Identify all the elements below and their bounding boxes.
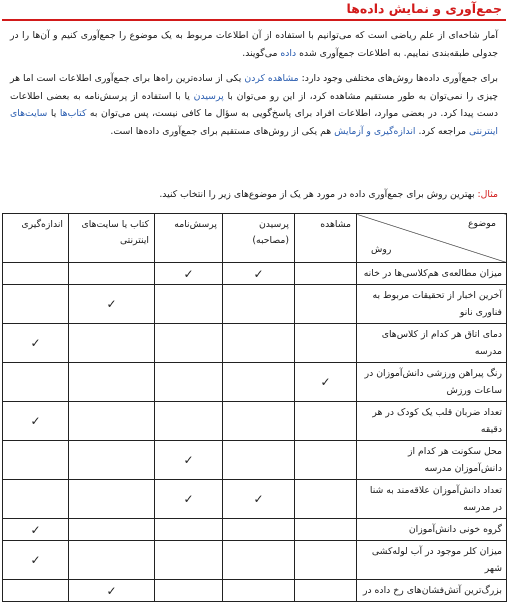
corner-header xyxy=(357,214,507,263)
empty-cell xyxy=(223,363,295,402)
empty-cell xyxy=(223,519,295,541)
check-mark-icon: ✓ xyxy=(3,519,69,541)
term-measure: اندازه‌گیری و آزمایش xyxy=(334,125,416,137)
check-mark-icon: ✓ xyxy=(223,263,295,285)
check-mark-icon: ✓ xyxy=(3,402,69,441)
empty-cell xyxy=(3,441,69,480)
example-label: مثال: xyxy=(477,189,498,200)
check-mark-icon: ✓ xyxy=(3,541,69,580)
methods-text-6: هم یکی از روش‌های مستقیم برای جمع‌آوری داده‌ها است. xyxy=(110,125,335,137)
empty-cell xyxy=(3,580,69,602)
table-row xyxy=(3,402,507,441)
column-header: اندازه‌گیری xyxy=(3,214,69,263)
table-row xyxy=(3,580,507,602)
empty-cell xyxy=(155,285,223,324)
table-row xyxy=(3,324,507,363)
check-mark-icon: ✓ xyxy=(295,363,357,402)
term-ask: پرسیدن xyxy=(193,90,224,102)
empty-cell xyxy=(3,263,69,285)
table-row xyxy=(3,363,507,402)
column-header: پرسیدن (مصاحبه) xyxy=(223,214,295,263)
topic-cell: بزرگ‌ترین آتش‌فشان‌های رخ داده در xyxy=(357,580,507,602)
intro-end: می‌گویند. xyxy=(242,47,281,59)
intro-paragraph xyxy=(10,27,498,62)
column-header: مشاهده xyxy=(295,214,357,263)
empty-cell xyxy=(155,519,223,541)
table-row xyxy=(3,519,507,541)
title-divider xyxy=(2,19,506,21)
empty-cell xyxy=(3,285,69,324)
table-row xyxy=(3,285,507,324)
methods-paragraph xyxy=(10,70,498,140)
topic-cell: تعداد ضربان قلب یک کودک در هر دقیقه xyxy=(357,402,507,441)
empty-cell xyxy=(295,519,357,541)
table-row xyxy=(3,541,507,580)
empty-cell xyxy=(69,441,155,480)
empty-cell xyxy=(155,324,223,363)
topic-cell: دمای اتاق هر کدام از کلاس‌های مدرسه xyxy=(357,324,507,363)
methods-text-4: یا xyxy=(47,108,60,120)
table-header-row xyxy=(3,214,507,263)
column-header: پرسش‌نامه xyxy=(155,214,223,263)
empty-cell xyxy=(69,263,155,285)
corner-topic-label: موضوع xyxy=(467,218,496,229)
empty-cell xyxy=(69,519,155,541)
methods-text-2: یکی از ساده‌ترین راه‌ها برای جمع‌آوری اطلاعات است اما هر چیزی را نمی‌توان به طور مستقیم مشاهده کرد، از این رو می‌توان با xyxy=(10,73,498,102)
methods-text-5: مراجعه کرد. xyxy=(415,125,469,137)
topic-cell: رنگ پیراهن ورزشی دانش‌آموزان در ساعات ورزش xyxy=(357,363,507,402)
empty-cell xyxy=(155,541,223,580)
empty-cell xyxy=(3,363,69,402)
empty-cell xyxy=(223,324,295,363)
empty-cell xyxy=(295,263,357,285)
empty-cell xyxy=(223,402,295,441)
term-books: کتاب‌ها xyxy=(59,108,87,120)
empty-cell xyxy=(69,480,155,519)
corner-method-label: روش xyxy=(371,244,392,255)
table-row xyxy=(3,441,507,480)
methods-text-3: یا با استفاده از پرسش‌نامه به بعضی اطلاعات دست پیدا کرد. در بعضی موارد، اطلاعات افراد برای پاسخ‌گویی به سؤال ما کافی نیست، پس می‌توان به xyxy=(10,90,498,120)
column-header: کتاب یا سایت‌های اینترنتی xyxy=(69,214,155,263)
page-title: جمع‌آوری و نمایش داده‌ها xyxy=(346,1,502,16)
topic-cell: تعداد دانش‌آموزان علاقه‌مند به شنا در مدرسه xyxy=(357,480,507,519)
topic-cell: محل سکونت هر کدام از دانش‌آموزان مدرسه xyxy=(357,441,507,480)
check-mark-icon: ✓ xyxy=(223,480,295,519)
example-text: بهترین روش برای جمع‌آوری داده در مورد هر یک از موضوع‌های زیر را انتخاب کنید. xyxy=(159,189,478,200)
term-websites: سایت‌های اینترنتی xyxy=(10,108,498,137)
empty-cell xyxy=(155,402,223,441)
empty-cell xyxy=(155,363,223,402)
empty-cell xyxy=(295,480,357,519)
empty-cell xyxy=(223,580,295,602)
empty-cell xyxy=(155,580,223,602)
empty-cell xyxy=(295,541,357,580)
methods-table xyxy=(2,213,507,602)
empty-cell xyxy=(295,285,357,324)
check-mark-icon: ✓ xyxy=(155,441,223,480)
empty-cell xyxy=(69,541,155,580)
term-observe: مشاهده کردن xyxy=(244,73,299,84)
empty-cell xyxy=(69,324,155,363)
empty-cell xyxy=(223,541,295,580)
example-line xyxy=(10,186,498,204)
empty-cell xyxy=(295,441,357,480)
check-mark-icon: ✓ xyxy=(155,263,223,285)
empty-cell xyxy=(223,441,295,480)
topic-cell: گروه خونی دانش‌آموزان xyxy=(357,519,507,541)
table-row xyxy=(3,263,507,285)
table-row xyxy=(3,480,507,519)
intro-text: آمار شاخه‌ای از علم ریاضی است که می‌توانیم با استفاده از آن اطلاعات مربوط به یک موضوع را جمع‌آوری کنیم و آن‌ها را در جدولی طبقه‌بندی نماییم. به اطلاعات جمع‌آوری شده xyxy=(10,30,498,59)
check-mark-icon: ✓ xyxy=(155,480,223,519)
term-data: داده xyxy=(280,47,297,59)
empty-cell xyxy=(223,285,295,324)
empty-cell xyxy=(295,402,357,441)
empty-cell xyxy=(295,324,357,363)
empty-cell xyxy=(295,580,357,602)
check-mark-icon: ✓ xyxy=(69,580,155,602)
empty-cell xyxy=(69,402,155,441)
empty-cell xyxy=(3,480,69,519)
topic-cell: میزان مطالعه‌ی هم‌کلاسی‌ها در خانه xyxy=(357,263,507,285)
topic-cell: میزان کلر موجود در آب لوله‌کشی شهر xyxy=(357,541,507,580)
topic-cell: آخرین اخبار از تحقیقات مربوط به فناوری نانو xyxy=(357,285,507,324)
empty-cell xyxy=(69,363,155,402)
methods-text-1: برای جمع‌آوری داده‌ها روش‌های مختلفی وجود دارد: xyxy=(298,73,498,84)
check-mark-icon: ✓ xyxy=(3,324,69,363)
check-mark-icon: ✓ xyxy=(69,285,155,324)
